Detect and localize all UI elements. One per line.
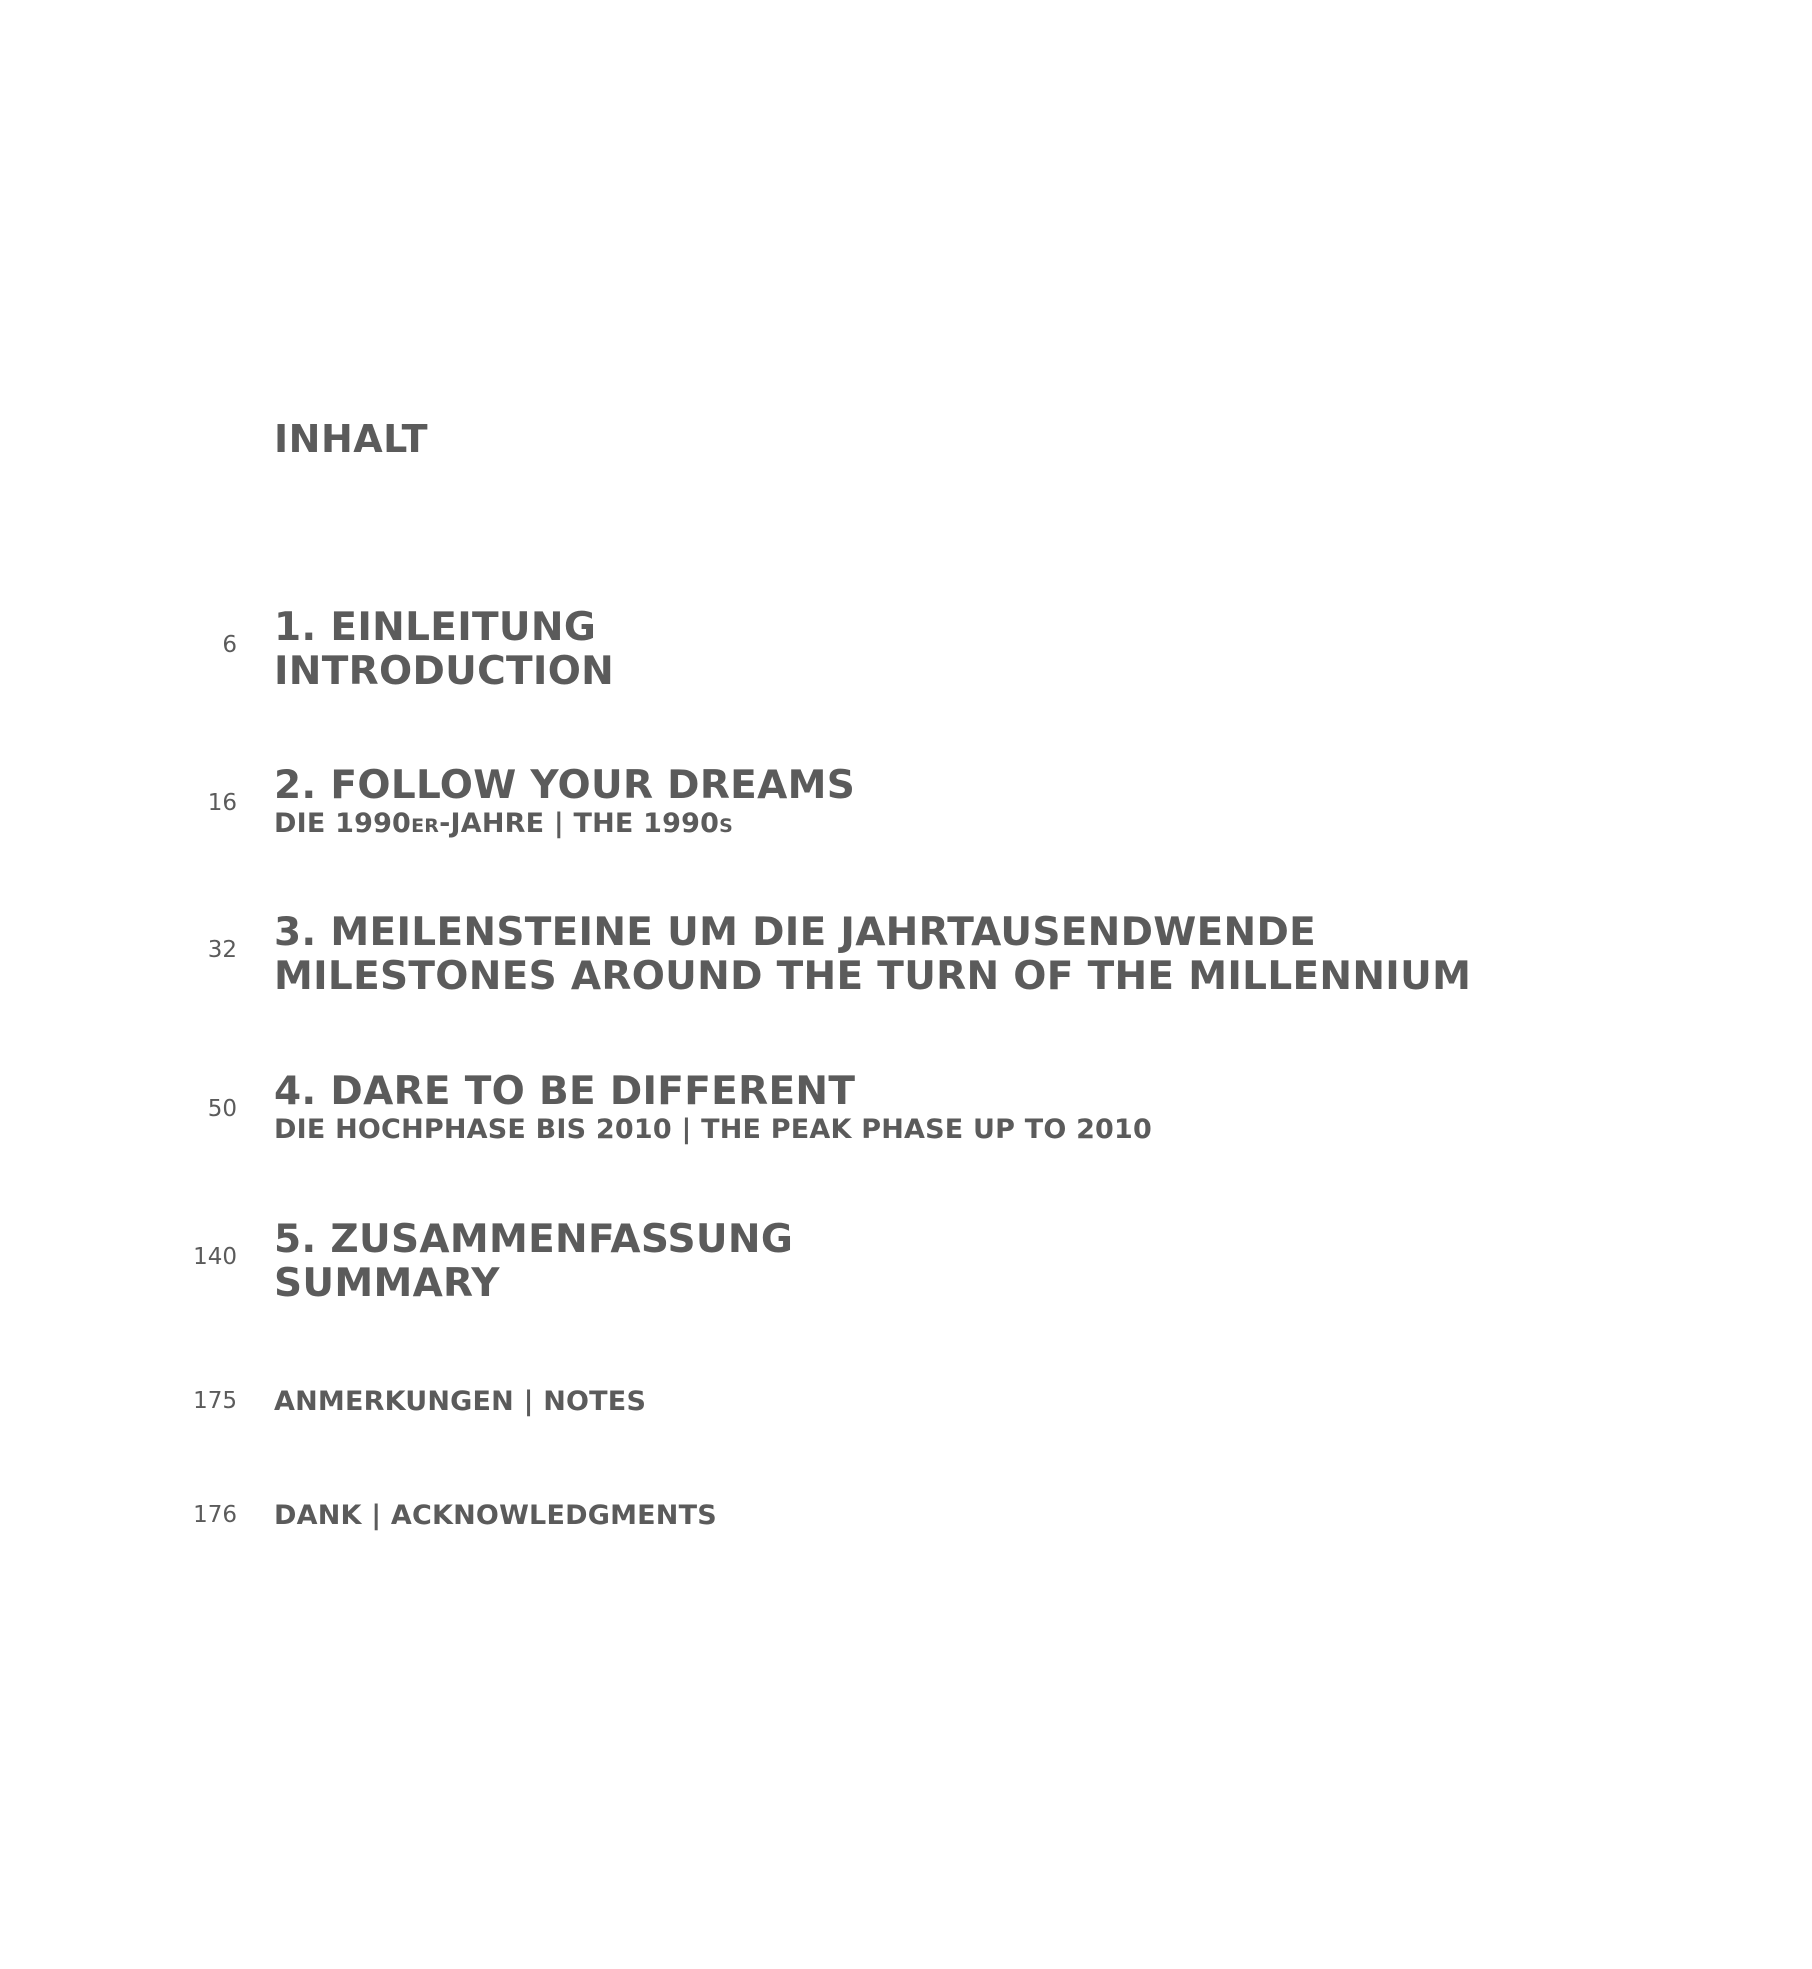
- toc-page-number: 50: [207, 1096, 237, 1122]
- toc-entry-subtitle: SUMMARY: [274, 1261, 500, 1306]
- subtitle-part: -JAHRE | THE 1990: [439, 808, 720, 839]
- toc-entry-text: [274, 764, 855, 842]
- toc-page-number: 175: [193, 1388, 237, 1414]
- toc-entry-subtitle: [274, 808, 855, 842]
- toc-entry-title: 2. FOLLOW YOUR DREAMS: [274, 763, 856, 808]
- toc-page-number: 176: [193, 1502, 237, 1528]
- toc-entry-text: [274, 1218, 793, 1306]
- toc-entry-title: ANMERKUNGEN | NOTES: [274, 1386, 647, 1417]
- toc-entry-title: 5. ZUSAMMENFASSUNG: [274, 1217, 794, 1262]
- toc-page-number: 16: [207, 790, 237, 816]
- toc-entry-subtitle: MILESTONES AROUND THE TURN OF THE MILLENNIUM: [274, 954, 1472, 999]
- toc-entry-subtitle: DIE HOCHPHASE BIS 2010 | THE PEAK PHASE UP TO 2010: [274, 1114, 1153, 1145]
- toc-entry-title: 1. EINLEITUNG: [274, 605, 597, 650]
- toc-page-number: 32: [207, 937, 237, 963]
- toc-entry-text: [274, 911, 1471, 999]
- subtitle-smallcaps: S: [719, 815, 734, 837]
- subtitle-smallcaps: ER: [411, 815, 440, 837]
- toc-entry-text: [274, 606, 614, 694]
- toc-page-number: 6: [222, 632, 237, 658]
- toc-entry-title: 3. MEILENSTEINE UM DIE JAHRTAUSENDWENDE: [274, 910, 1317, 955]
- toc-page-number: 140: [193, 1244, 237, 1270]
- toc-entry-title: 4. DARE TO BE DIFFERENT: [274, 1069, 856, 1114]
- toc-entry-subtitle: INTRODUCTION: [274, 649, 615, 694]
- toc-entry-title: DANK | ACKNOWLEDGMENTS: [274, 1500, 717, 1531]
- toc-entry-text: [274, 1500, 717, 1532]
- toc-entry-text: [274, 1386, 646, 1418]
- toc-title: INHALT: [274, 417, 428, 461]
- toc-entry-text: [274, 1070, 1152, 1146]
- subtitle-part: DIE 1990: [274, 808, 412, 839]
